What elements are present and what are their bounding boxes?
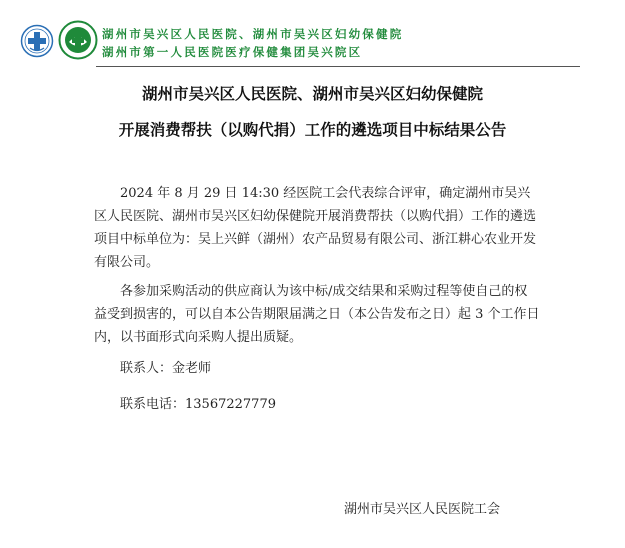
document-title-line-1: 湖州市吴兴区人民医院、湖州市吴兴区妇幼保健院 <box>141 85 483 103</box>
letterhead-line-1: 湖州市吴兴区人民医院、湖州市吴兴区妇幼保健院 <box>102 27 404 41</box>
contact-phone: 联系电话：13567227779 <box>120 397 276 412</box>
letterhead <box>0 0 625 70</box>
signature: 湖州市吴兴区人民医院工会 <box>344 502 501 517</box>
paragraph-text: 2024 年 8 月 29 日 14:30 经医院工会代表综合评审，确定湖州市吴兴区人民医院、湖州市吴兴区妇幼保健院开展消费帮扶（以购代捐）工作的遴选项目中标单位为：吴上兴鲜（湖州）农产品贸易有限公司、浙江耕心农业开发有限公司。 <box>94 186 537 270</box>
letterhead-line-2: 湖州市第一人民医院医疗保健集团吴兴院区 <box>102 45 363 59</box>
paragraph-text: 各参加采购活动的供应商认为该中标/成交结果和采购过程等使自己的权益受到损害的，可以自本公告期限届满之日（本公告发布之日）起 3 个工作日内，以书面形式向采购人提出质疑。 <box>94 284 540 345</box>
header-divider <box>96 66 580 67</box>
maternal-health-logo-icon <box>58 20 98 60</box>
contact-person: 联系人：金老师 <box>120 361 212 376</box>
announcement-paragraph-2 <box>94 280 540 349</box>
document-title-line-2: 开展消费帮扶（以购代捐）工作的遴选项目中标结果公告 <box>118 121 507 139</box>
hospital-cross-logo-icon <box>20 24 54 58</box>
announcement-paragraph-1 <box>94 182 540 274</box>
